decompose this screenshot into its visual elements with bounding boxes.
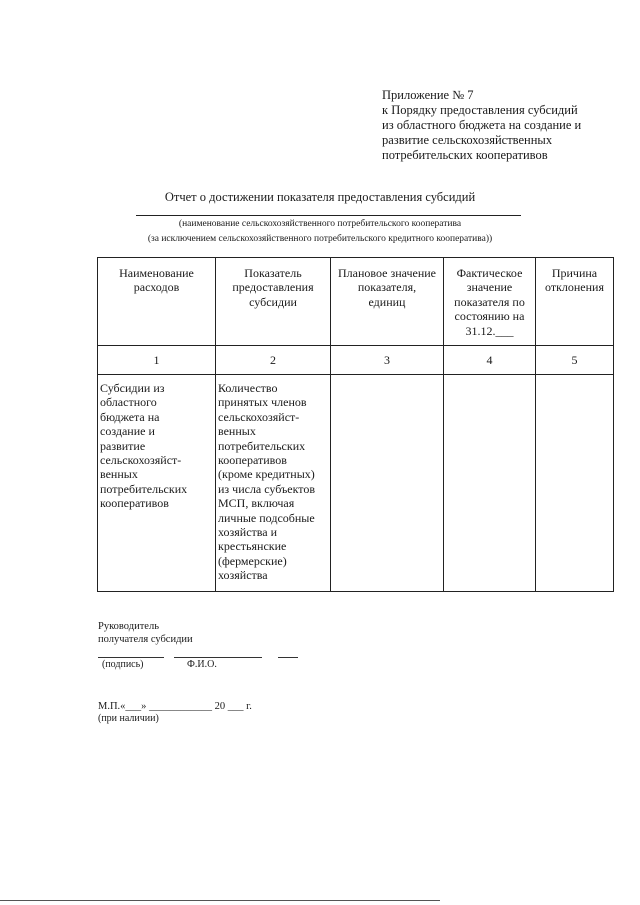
stamp-date-line: М.П.«___» ____________ 20 ___ г. xyxy=(98,701,252,712)
table-row xyxy=(98,375,614,592)
indicator-cell xyxy=(216,375,331,592)
cell-text: из числа субъектов xyxy=(218,481,316,496)
cell-text: личные подсобные xyxy=(218,510,315,525)
header-text: значение xyxy=(466,280,513,295)
stamp-note: (при наличии) xyxy=(98,713,159,724)
cell-text: (кроме кредитных) xyxy=(218,467,315,482)
planned-value-cell xyxy=(331,375,444,592)
header-text: субсидии xyxy=(249,294,297,309)
header-text: показателя, xyxy=(357,280,417,295)
column-number: 4 xyxy=(444,346,536,375)
header-deviation-reason xyxy=(536,258,614,346)
column-number: 5 xyxy=(536,346,614,375)
head-title-line2: получателя субсидии xyxy=(98,634,193,645)
cell-text: принятых членов xyxy=(218,395,307,410)
cell-text: венных xyxy=(100,467,138,482)
header-indicator xyxy=(216,258,331,346)
cell-text: крестьянские xyxy=(218,539,287,554)
appendix-line: Приложение № 7 xyxy=(382,88,474,102)
cell-text: хозяйства xyxy=(218,568,268,583)
header-text: 31.12.___ xyxy=(465,323,514,338)
header-actual-value xyxy=(444,258,536,346)
cell-text: Субсидии из xyxy=(100,381,165,395)
header-text: показателя по xyxy=(454,294,525,309)
table-header-row xyxy=(98,258,614,346)
header-text: Плановое значение xyxy=(338,266,436,280)
head-title-line1: Руководитель xyxy=(98,621,159,632)
actual-value-cell xyxy=(444,375,536,592)
header-text: Фактическое xyxy=(456,266,523,280)
header-expense-name xyxy=(98,258,216,346)
fio-line xyxy=(174,657,262,658)
cell-text: областного xyxy=(100,395,157,410)
cell-text: развитие xyxy=(100,438,146,453)
header-planned-value xyxy=(331,258,444,346)
signature-line xyxy=(98,657,164,658)
header-text: отклонения xyxy=(544,280,604,295)
header-text: Причина xyxy=(551,266,598,280)
column-number: 1 xyxy=(98,346,216,375)
signature-label: (подпись) xyxy=(102,659,144,670)
name-hint-1: (наименование сельскохозяйственного потребительского кооператива xyxy=(178,219,462,229)
name-hint-2: (за исключением сельскохозяйственного потребительского кредитного кооператива)) xyxy=(147,234,493,244)
header-text: Наименование xyxy=(119,266,194,280)
column-number: 2 xyxy=(216,346,331,375)
header-text: Показатель xyxy=(244,266,302,280)
column-number: 3 xyxy=(331,346,444,375)
short-line xyxy=(278,657,298,658)
cell-text: хозяйства и xyxy=(218,525,278,540)
header-text: единиц xyxy=(368,294,406,309)
expense-name-cell xyxy=(98,375,216,592)
cell-text: МСП, включая xyxy=(218,496,295,511)
cell-text: сельскохозяйст- xyxy=(100,453,182,468)
cell-text: сельскохозяйст- xyxy=(218,409,300,424)
header-text: состоянию на xyxy=(454,309,525,324)
cooperative-name-line xyxy=(136,215,521,216)
appendix-header xyxy=(382,88,632,163)
fio-label: Ф.И.О. xyxy=(187,659,217,670)
cell-text: создание и xyxy=(100,424,155,439)
cell-text: потребительских xyxy=(218,438,306,453)
cell-text: Количество xyxy=(218,381,278,395)
cell-text: венных xyxy=(218,424,256,439)
deviation-reason-cell xyxy=(536,375,614,592)
report-table xyxy=(97,257,614,592)
appendix-line: к Порядку предоставления субсидий xyxy=(382,103,578,117)
signature-block xyxy=(98,620,193,646)
appendix-line: развитие сельскохозяйственных xyxy=(382,133,553,147)
appendix-line: из областного бюджета на создание и xyxy=(382,118,582,132)
cell-text: бюджета на xyxy=(100,409,160,424)
cell-text: кооперативов xyxy=(218,453,287,468)
appendix-line: потребительских кооперативов xyxy=(382,148,548,162)
header-text: предоставления xyxy=(232,280,314,295)
cell-text: кооперативов xyxy=(100,496,169,511)
cell-text: потребительских xyxy=(100,481,188,496)
cell-text: (фермерские) xyxy=(218,553,287,568)
page-bottom-line xyxy=(0,900,440,901)
report-title: Отчет о достижении показателя предоставления субсидий xyxy=(164,190,476,204)
header-text: расходов xyxy=(133,280,180,295)
column-numbers-row xyxy=(98,346,614,375)
